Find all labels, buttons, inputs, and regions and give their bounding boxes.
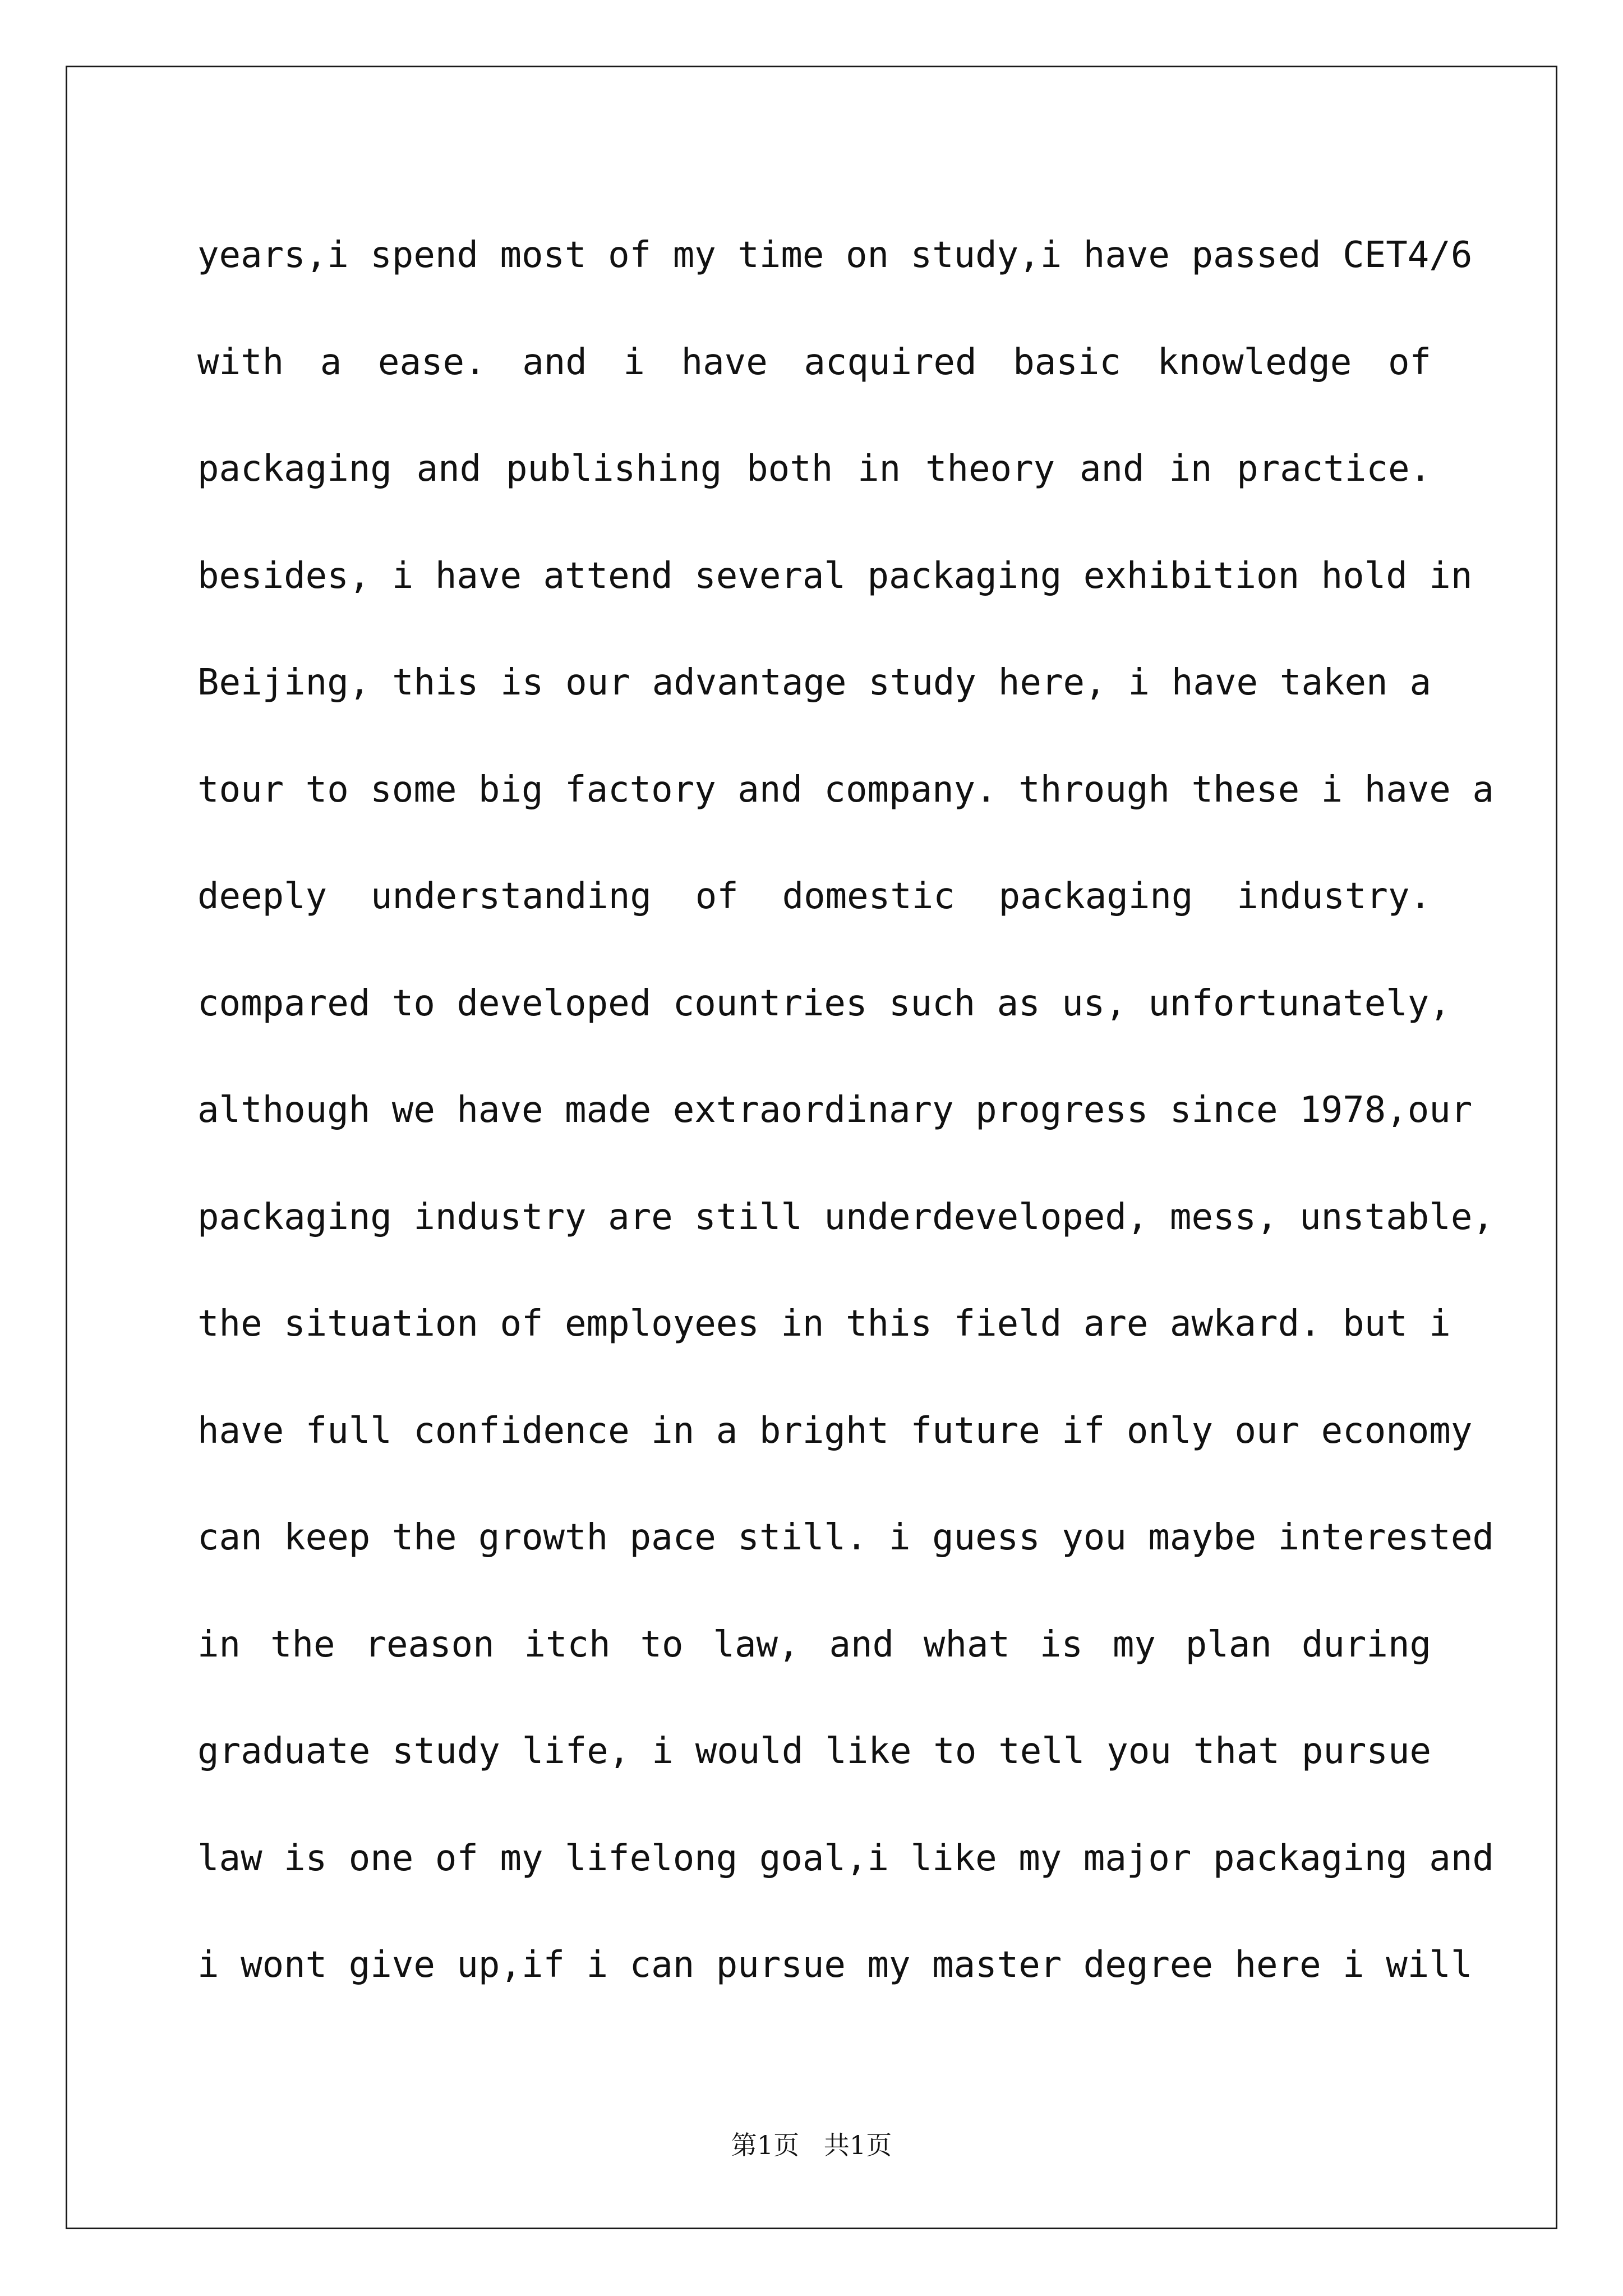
text-line: graduate study life, i would like to tell you that pursue xyxy=(197,1731,1431,1772)
text-line: law is one of my lifelong goal,i like my major packaging and xyxy=(197,1837,1494,1879)
text-line: can keep the growth pace still. i guess you maybe interested xyxy=(197,1517,1494,1558)
text-line: i wont give up,if i can pursue my master degree here i will xyxy=(197,1944,1473,1986)
text-line: although we have made extraordinary progress since 1978,our xyxy=(197,1089,1473,1131)
text-line: in the reason itch to law, and what is my plan during xyxy=(197,1623,1431,1665)
text-line: deeply understanding of domestic packaging industry. xyxy=(197,876,1431,917)
text-line: the situation of employees in this field are awkard. but i xyxy=(197,1303,1451,1345)
text-line: packaging and publishing both in theory and in practice. xyxy=(197,448,1431,490)
text-line: have full confidence in a bright future if only our economy xyxy=(197,1410,1473,1452)
page-number-footer: 第1页 共1页 xyxy=(731,2130,892,2160)
text-line: besides, i have attend several packaging exhibition hold in xyxy=(197,555,1473,597)
text-line: with a ease. and i have acquired basic knowledge of xyxy=(197,341,1431,383)
text-line: years,i spend most of my time on study,i have passed CET4/6 xyxy=(197,234,1473,276)
text-line: tour to some big factory and company. through these i have a xyxy=(197,769,1494,811)
document-body xyxy=(197,219,1494,2036)
text-line: packaging industry are still underdeveloped, mess, unstable, xyxy=(197,1196,1494,1238)
text-line: compared to developed countries such as us, unfortunately, xyxy=(197,982,1451,1024)
text-line: Beijing, this is our advantage study here, i have taken a xyxy=(197,662,1431,703)
